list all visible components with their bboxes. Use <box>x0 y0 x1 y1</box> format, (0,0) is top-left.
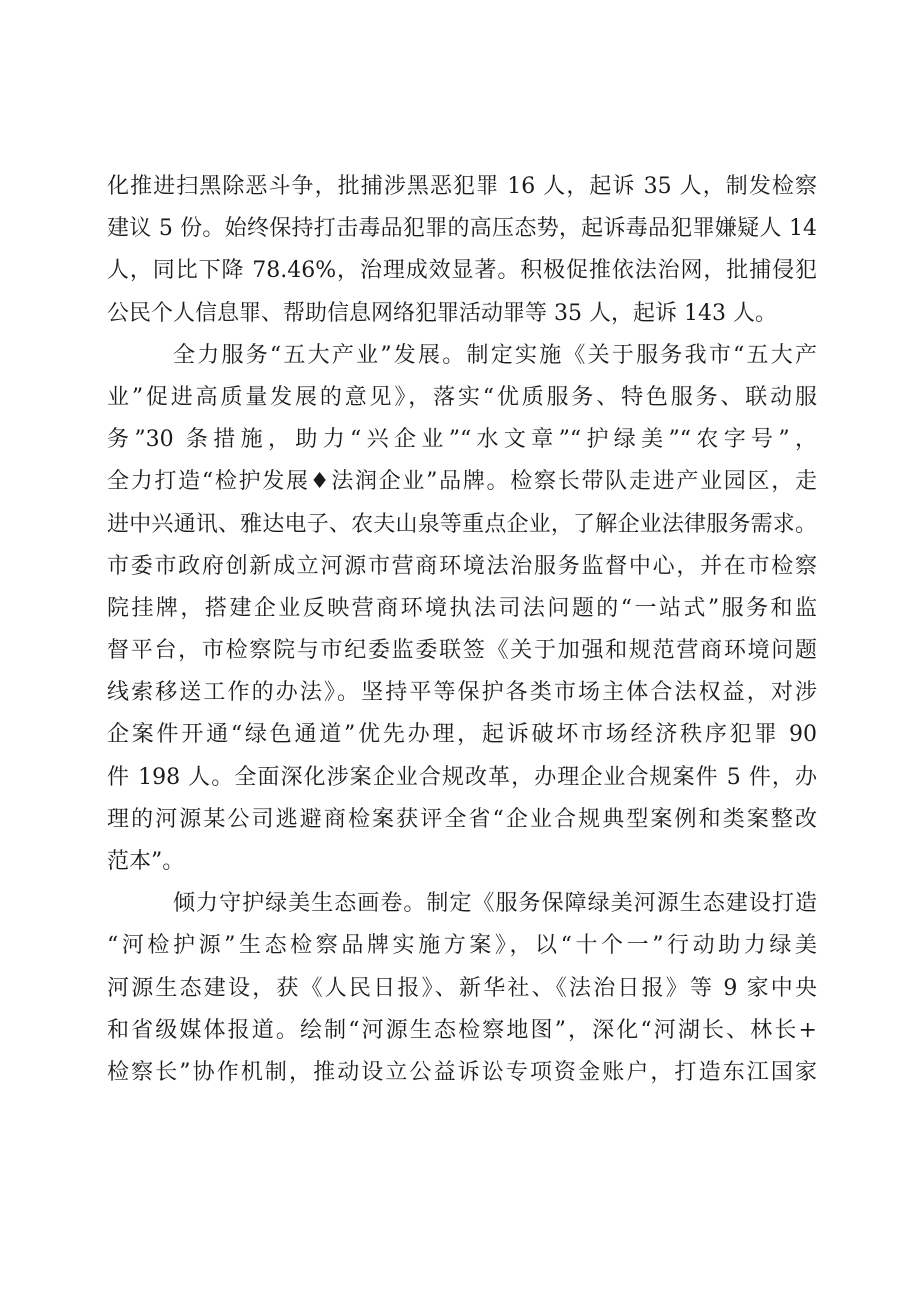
text-line: 线索移送工作的办法》。坚持平等保护各类市场主体合法权益，对涉 <box>107 680 817 706</box>
text-line: 建议 5 份。始终保持打击毒品犯罪的高压态势，起诉毒品犯罪嫌疑人 14 <box>107 216 817 242</box>
text-line: 企案件开通“绿色通道”优先办理，起诉破坏市场经济秩序犯罪 90 <box>107 722 817 748</box>
paragraph-crime-governance <box>107 166 817 335</box>
text-line: 范本”。 <box>107 849 185 874</box>
document-body <box>107 166 817 1094</box>
text-line: 全力服务“五大产业”发展。制定实施《关于服务我市“五大产 <box>173 342 817 368</box>
text-line: 化推进扫黑除恶斗争，批捕涉黑恶犯罪 16 人，起诉 35 人，制发检察 <box>107 174 817 199</box>
text-line: 河源生态建设，获《人民日报》、新华社、《法治日报》等 9 家中央 <box>107 975 817 1001</box>
text-line: 务”30 条措施，助力“兴企业”“水文章”“护绿美”“农字号”， <box>107 427 817 453</box>
text-line: “河检护源”生态检察品牌实施方案》，以“十个一”行动助力绿美 <box>107 933 817 959</box>
text-line: 检察长”协作机制，推动设立公益诉讼专项资金账户，打造东江国家 <box>107 1059 817 1085</box>
text-line: 和省级媒体报道。绘制“河源生态检察地图”，深化“河湖长、林长+ <box>107 1017 817 1043</box>
text-line: 院挂牌，搭建企业反映营商环境执法司法问题的“一站式”服务和监 <box>107 595 817 621</box>
text-line: 全力打造“检护发展♦法润企业”品牌。检察长带队走进产业园区，走 <box>107 469 817 495</box>
text-line: 人，同比下降 78.46%，治理成效显著。积极促推依法治网，批捕侵犯 <box>107 258 817 284</box>
text-line: 公民个人信息罪、帮助信息网络犯罪活动罪等 35 人，起诉 143 人。 <box>107 300 777 326</box>
text-line: 督平台，市检察院与市纪委监委联签《关于加强和规范营商环境问题 <box>107 638 817 664</box>
text-line: 理的河源某公司逃避商检案获评全省“企业合规典型案例和类案整改 <box>107 806 817 832</box>
paragraph-ecology <box>107 883 817 1094</box>
text-line: 进中兴通讯、雅达电子、农夫山泉等重点企业，了解企业法律服务需求。 <box>107 511 817 537</box>
text-line: 倾力守护绿美生态画卷。制定《服务保障绿美河源生态建设打造 <box>173 891 817 917</box>
text-line: 件 198 人。全面深化涉案企业合规改革，办理企业合规案件 5 件，办 <box>107 764 817 790</box>
text-line: 市委市政府创新成立河源市营商环境法治服务监督中心，并在市检察 <box>107 553 817 579</box>
paragraph-industry-service <box>107 335 817 883</box>
text-line: 业”促进高质量发展的意见》，落实“优质服务、特色服务、联动服 <box>107 384 817 410</box>
